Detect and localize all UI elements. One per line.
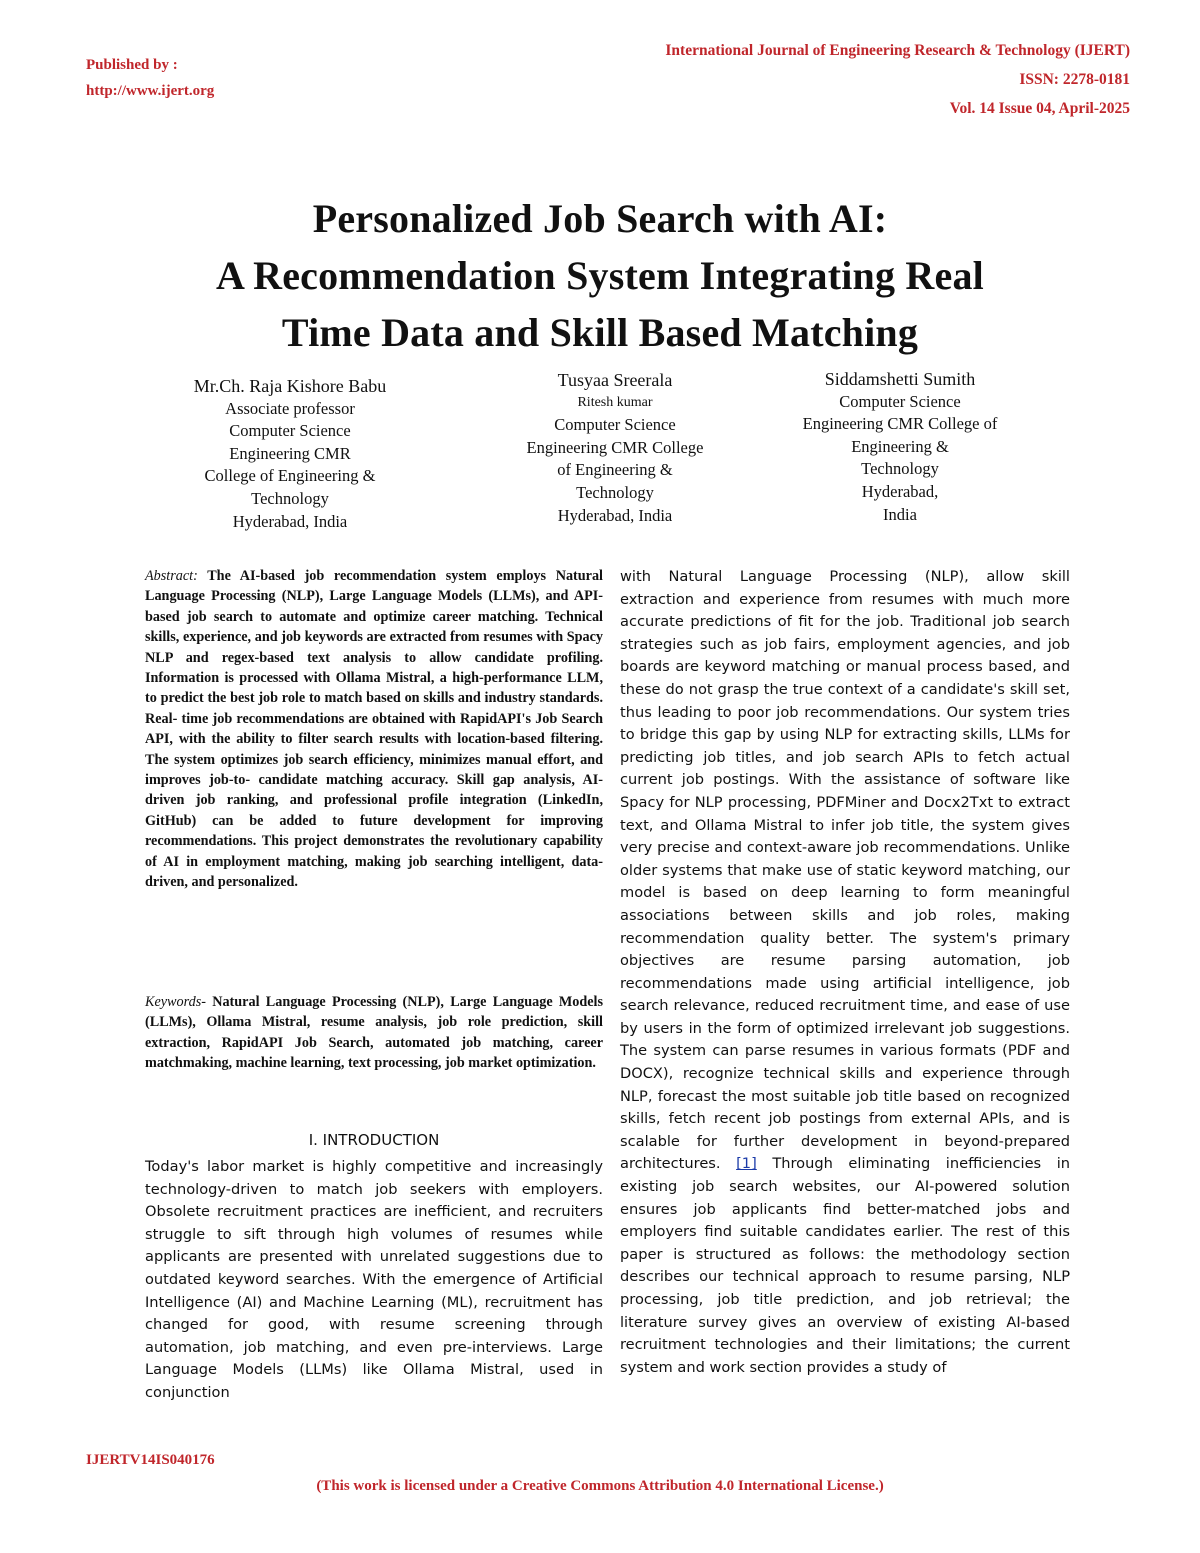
author-affiliation-line: Computer Science [229,421,351,441]
abstract-text: The AI-based job recommendation system employs Natural Language Processing (NLP), Large Language Models (LLMs), and API-based job search to automate and optimize career matching. Technical skills, experience, and job keywords are extracted from resumes with Spacy NLP and regex-based text analysis to allow candidate profiling. Information is processed with Ollama Mistral, a high-performance LLM, to predict the best job role to match based on skills and industry standards. Real- time job recommendations are obtained with RapidAPI's Job Search API, with the ability to filter search results with location-based filtering. The system optimizes job search efficiency, minimizes manual effort, and improves job-to- candidate matching accuracy. Skill gap analysis, AI-driven job ranking, and professional profile integration (LinkedIn, GitHub) can be added to future development for improving recommendations. This project demonstrates the revolutionary capability of AI in employment matching, making job searching intelligent, data-driven, and personalized. [145,568,603,891]
journal-url-link[interactable]: http://www.ijert.org [86,83,215,99]
author-affiliation-line: Engineering CMR College [526,437,704,457]
author-name: Mr.Ch. Raja Kishore Babu [193,376,387,396]
abstract-label: Abstract: [145,568,198,584]
author-affiliation-line: Computer Science [839,391,961,411]
intro-right-text-b: Through eliminating inefficiencies in existing job search websites, our AI-powered solution ensures job applicants find better-matched jobs and employers find suitable candidates earlier. The rest of this paper is structured as follows: the methodology section describes our technical approach to resume parsing, NLP processing, job title prediction, and job retrieval; the literature survey gives an overview of existing AI-based recruitment technologies and their limitations; the current system and work section provides a study of [620,1155,1070,1376]
author-affiliation-line: Hyderabad, India [232,511,348,531]
author-2 [490,369,740,527]
author-affiliation-line: Computer Science [554,415,676,435]
author-name: Tusyaa Sreerala [557,370,673,390]
author-affiliation-line: Hyderabad, India [557,505,673,525]
paper-title [0,190,1200,361]
author-affiliation-line: Technology [861,459,939,479]
keywords-text: Natural Language Processing (NLP), Large Language Models (LLMs), Ollama Mistral, resume analysis, job role prediction, skill extraction, RapidAPI Job Search, automated job matching, career matchmaking, machine learning, text processing, job market optimization. [145,994,604,1072]
author-name: Siddamshetti Sumith [824,369,976,389]
title-line-3: Time Data and Skill Based Matching [281,310,919,355]
section-heading-introduction: I. INTRODUCTION [308,1131,440,1149]
issn-label: ISSN: 2278-0181 [1019,71,1130,88]
paper-id: IJERTV14IS040176 [86,1452,215,1468]
page-header-left [86,52,214,104]
author-sub-name: Ritesh kumar [577,394,653,410]
title-line-2: A Recommendation System Integrating Real [216,253,984,298]
author-affiliation-line: Hyderabad, [861,481,939,501]
page-header-right [665,36,1130,123]
author-3 [770,368,1030,526]
author-affiliation-line: Engineering CMR [229,443,351,463]
author-affiliation-line: India [883,504,917,524]
published-by-label: Published by : [86,57,178,73]
volume-issue-label: Vol. 14 Issue 04, April-2025 [949,100,1130,117]
intro-right-column [620,566,1070,1379]
journal-name: International Journal of Engineering Research & Technology (IJERT) [665,42,1130,59]
author-affiliation-line: Technology [576,482,654,502]
author-affiliation-line: Engineering CMR College of [802,414,998,434]
abstract [145,566,603,893]
author-affiliation-line: Associate professor [225,398,355,418]
license-notice: (This work is licensed under a Creative Commons Attribution 4.0 International License.) [316,1478,884,1494]
intro-right-text-a: with Natural Language Processing (NLP), allow skill extraction and experience from resumes with much more accurate predictions of fit for the job. Traditional job search strategies such as job fairs, employment agencies, and job boards are keyword matching or manual process based, and these do not grasp the true context of a candidate's skill set, thus leading to poor job recommendations. Our system tries to bridge this gap by using NLP for extracting skills, LLMs for predicting job titles, and job search APIs to fetch actual current job postings. With the assistance of software like Spacy for NLP processing, PDFMiner and Docx2Txt to extract text, and Ollama Mistral to infer job title, the system gives very precise and context-aware job recommendations. Unlike older systems that make use of static keyword matching, our model is based on deep learning to form meaningful associations between skills and job roles, making recommendation quality better. The system's primary objectives are resume parsing automation, job recommendations made using artificial intelligence, job search relevance, reduced recruitment time, and ease of use by users in the form of optimized irrelevant job suggestions. The system can parse resumes in various formats (PDF and DOCX), recognize technical skills and experience through NLP, forecast the most suitable job title based on recognized skills, fetch recent job postings from external APIs, and is scalable for further development in beyond-prepared architectures. [620,568,1070,1173]
keywords [145,992,603,1074]
author-1 [160,375,420,533]
title-line-1: Personalized Job Search with AI: [312,196,888,241]
author-affiliation-line: Engineering & [851,436,949,456]
author-affiliation-line: College of Engineering & [204,466,376,486]
author-affiliation-line: Technology [251,488,329,508]
intro-left-column: Today's labor market is highly competitive and increasingly technology-driven to match job seekers with employers. Obsolete recruitment practices are inefficient, and recruiters struggle to sift through high volumes of resumes while applicants are presented with unrelated suggestions due to outdated keyword searches. With the emergence of Artificial Intelligence (AI) and Machine Learning (ML), recruitment has changed for good, with resume screening through automation, job matching, and even pre-interviews. Large Language Models (LLMs) like Ollama Mistral, used in conjunction [145,1158,603,1401]
citation-link[interactable]: [1] [736,1155,757,1173]
author-affiliation-line: of Engineering & [557,460,673,480]
keywords-label: Keywords- [145,994,206,1010]
